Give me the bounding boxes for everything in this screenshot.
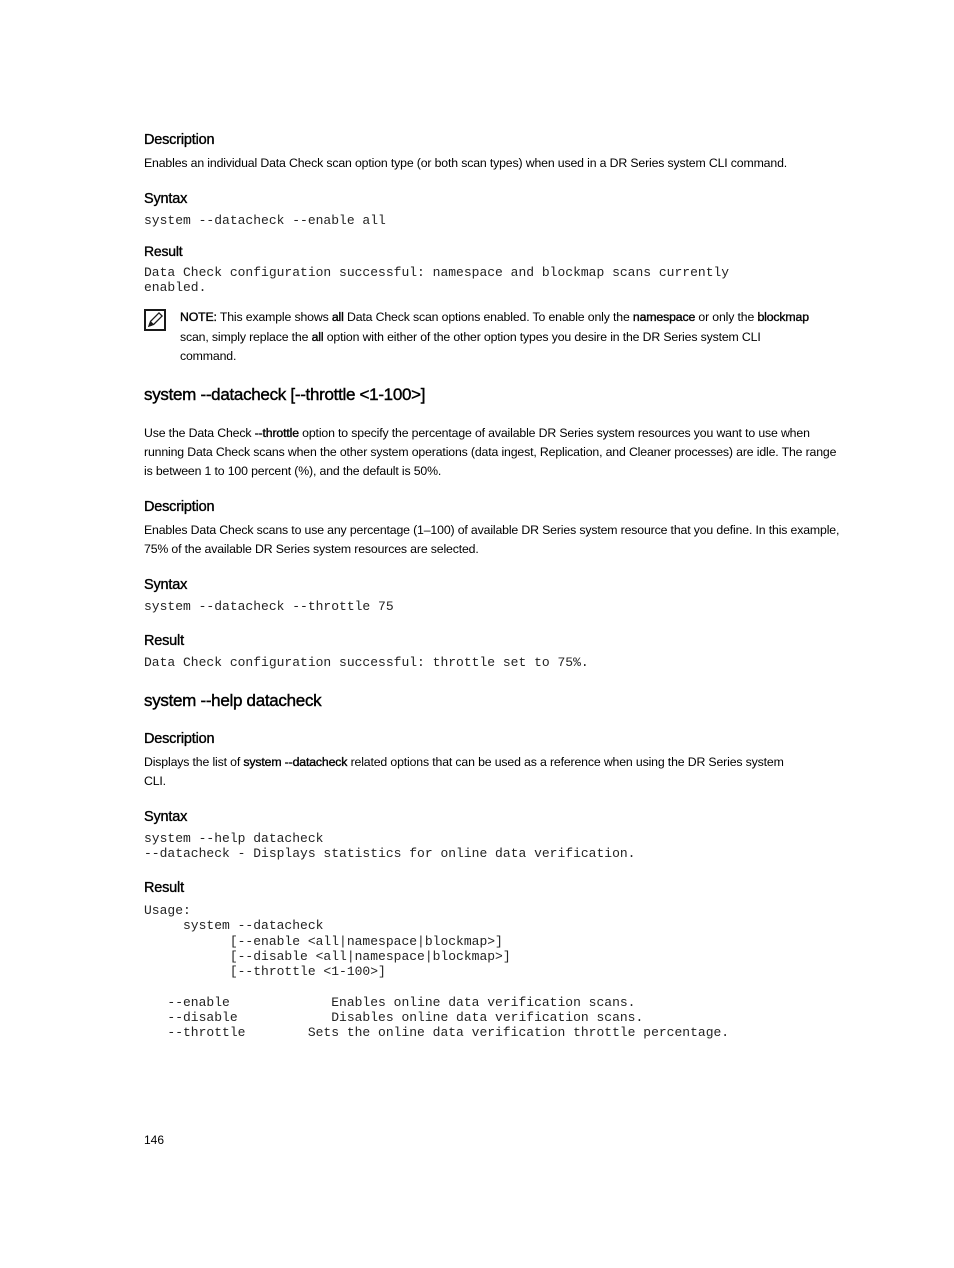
result-code: Data Check configuration successful: throttle set to 75%. — [144, 655, 589, 670]
description-heading: Description — [144, 499, 215, 515]
result-code: Usage: system --datacheck [--enable <all|namespace|blockmap>] [--disable <all|namespace|blockmap>] [--throttle <1-100>] --enable Enables online data verification scans. --disable Disables online data verification scans. --throttle Sets the online data verification throttle percentage. — [144, 903, 730, 1041]
note-text — [180, 308, 820, 367]
note-option-all: all — [311, 329, 324, 344]
description-heading: Description — [144, 731, 215, 747]
syntax-heading: Syntax — [144, 809, 188, 825]
syntax-code: system --help datacheck --datacheck - Displays statistics for online data verification. — [144, 831, 636, 862]
intro-text-part: option to specify the percentage of available DR Series system resources you want to use when running Data Check scans when the other system operations (data ingest, Replication, and Cleaner processes) are idle. The range is between 1 to 100 percent (%), and the default is 50%. — [144, 426, 837, 478]
result-heading: Result — [144, 633, 184, 649]
note-text-part: This example shows — [216, 310, 332, 324]
note-option-namespace: namespace — [632, 310, 696, 324]
desc-text-part: Displays the list of — [144, 755, 244, 769]
result-code: Data Check configuration successful: namespace and blockmap scans currently enabled. — [144, 265, 730, 296]
description-text: Enables an individual Data Check scan option type (or both scan types) when used in a DR Series system CLI command. — [144, 156, 788, 170]
description-text — [144, 753, 804, 791]
page-number: 146 — [144, 1133, 165, 1147]
intro-text-part: Use the Data Check — [144, 426, 255, 440]
section-title-throttle: system --datacheck [--throttle <1-100>] — [144, 385, 426, 404]
syntax-heading: Syntax — [144, 191, 188, 207]
note-option-blockmap: blockmap — [757, 310, 809, 324]
syntax-heading: Syntax — [144, 577, 188, 593]
note-label: NOTE: — [180, 310, 217, 324]
note-text-part: option with either of the other option types you desire in the DR Series system CLI command. — [180, 329, 761, 363]
section-title-help: system --help datacheck — [144, 691, 322, 710]
result-heading: Result — [144, 880, 184, 896]
datacheck-command: system --datacheck — [243, 755, 348, 769]
syntax-code: system --datacheck --enable all — [144, 213, 386, 228]
syntax-code: system --datacheck --throttle 75 — [144, 599, 394, 614]
note-text-part: or only the — [695, 310, 758, 324]
desc-text-part: related options that can be used as a reference when using the DR Series system CLI. — [144, 755, 784, 788]
throttle-option: --throttle — [254, 426, 299, 440]
note-text-part: scan, simply replace the — [180, 329, 312, 344]
description-heading: Description — [144, 132, 215, 148]
throttle-intro — [144, 424, 844, 481]
note-pencil-icon — [144, 309, 166, 331]
description-text: Enables Data Check scans to use any percentage (1–100) of available DR Series system resource that you define. In this example, 75% of the available DR Series system resources are selected. — [144, 523, 840, 556]
note-text-part: Data Check scan options enabled. To enable only the — [343, 310, 633, 324]
note-option-all: all — [331, 310, 344, 324]
result-heading: Result — [144, 243, 183, 259]
